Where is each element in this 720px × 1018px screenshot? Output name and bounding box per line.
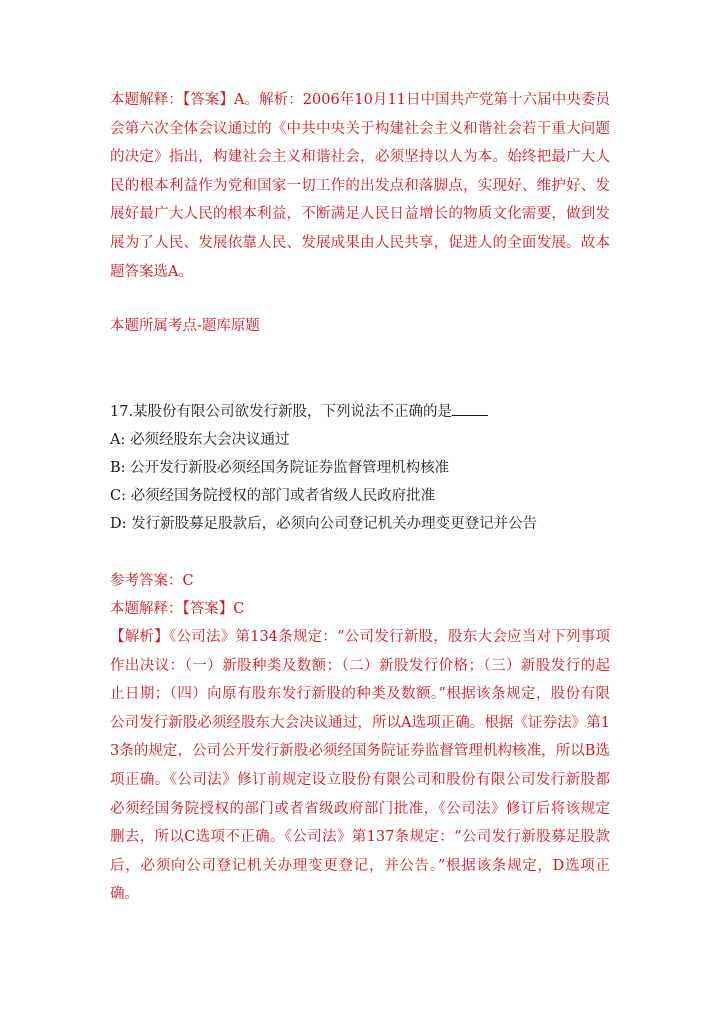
previous-category: 本题所属考点-题库原题 (110, 318, 260, 334)
option-b: B: 公开发行新股必须经国务院证券监督管理机构核准 (110, 460, 450, 476)
previous-explanation-block (110, 86, 610, 286)
answer-block (110, 567, 610, 909)
previous-explanation: 本题解释：【答案】A。解析：2006年10月11日中国共产党第十六届中央委员会第六次全体会议通过的《中共中央关于构建社会主义和谐社会若干重大问题的决定》指出，构建社会主义和谐社会，必须坚持以人为本。始终把最广大人民的根本利益作为党和国家一切工作的出发点和落脚点，实现好、维护好、发展好最广大人民的根本利益，不断满足人民日益增长的物质文化需要，做到发展为了人民、发展依靠人民、发展成果由人民共享，促进人的全面发展。故本题答案选A。 (110, 92, 610, 280)
option-c: C: 必须经国务院授权的部门或者省级人民政府批准 (110, 488, 436, 504)
question-stem: 17.某股份有限公司欲发行新股，下列说法不正确的是 (110, 404, 453, 420)
reference-answer: 参考答案：C (110, 573, 194, 589)
analysis-text: 【解析】《公司法》第134条规定：“公司发行新股，股东大会应当对下列事项作出决议：（一）新股种类及数额；（二）新股发行价格；（三）新股发行的起止日期；（四）向原有股东发行新股的种类及数额。”根据该条规定，股份有限公司发行新股必须经股东大会决议通过，所以A选项正确。根据《证券法》第13条的规定，公司公开发行新股必须经国务院证券监督管理机构核准，所以B选项正确。《公司法》修订前规定设立股份有限公司和股份有限公司发行新股都必须经国务院授权的部门或者省级政府部门批准，《公司法》修订后将该规定删去，所以C选项不正确。《公司法》第137条规定：“公司发行新股募足股款后，必须向公司登记机关办理变更登记，并公告。”根据该条规定，D选项正确。 (110, 629, 610, 903)
question-block (110, 398, 610, 538)
answer-blank (452, 401, 488, 416)
option-a: A: 必须经股东大会决议通过 (110, 432, 290, 448)
question-stem-line (110, 398, 610, 426)
option-d: D: 发行新股募足股款后，必须向公司登记机关办理变更登记并公告 (110, 516, 538, 532)
explanation-header: 本题解释：【答案】C (110, 601, 245, 617)
previous-category-block (110, 312, 610, 340)
